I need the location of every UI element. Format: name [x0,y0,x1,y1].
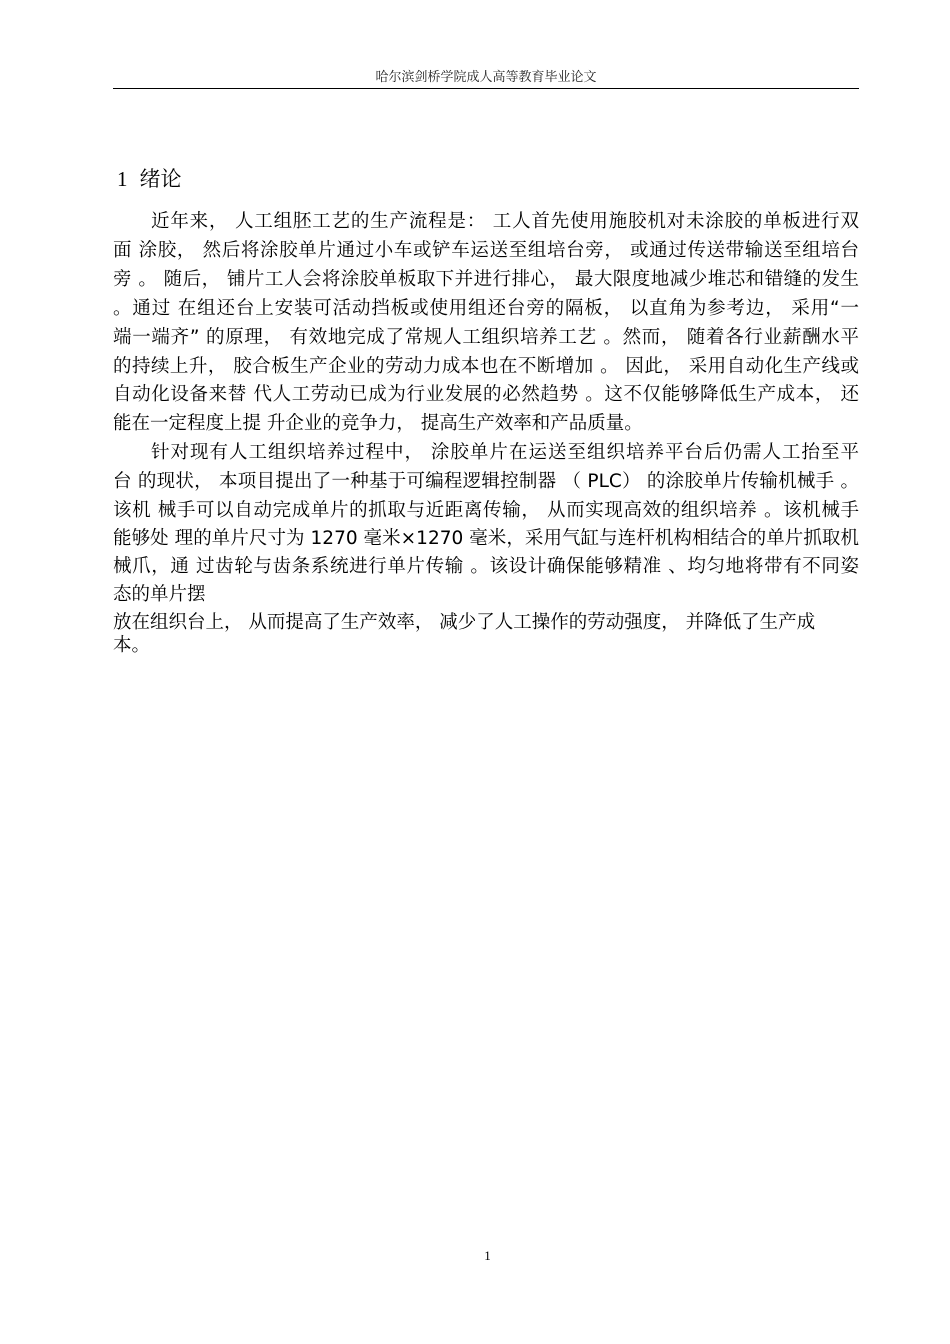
paragraph2-line: 针对现有人工组织培养过程中， 涂胶单片在运送至组织培养平台后仍需人工抬至平 [151,442,859,463]
paragraph1-line: 端一端齐” 的原理， 有效地完成了常规人工组织培养工艺 。然而， 随着各行业薪酬水平 [113,327,859,348]
paragraph2-line: 械爪，通 过齿轮与齿条系统进行单片传输 。该设计确保能够精准 、均匀地将带有不同姿 [113,556,859,577]
paragraph1-line: 面 涂胶， 然后将涂胶单片通过小车或铲车运送至组培台旁， 或通过传送带输送至组培台 [113,240,859,261]
paragraph1-line: 的持续上升， 胶合板生产企业的劳动力成本也在不断增加 。 因此， 采用自动化生产线或 [113,356,859,377]
section-number: 1 [117,167,128,191]
paragraph2-line: 能够处 理的单片尺寸为 1270 毫米×1270 毫米，采用气缸与连杆机构相结合的单片抓取机 [113,528,859,549]
paragraph2-line: 本。 [113,635,151,656]
paragraph1-line: 能在一定程度上提 升企业的竞争力， 提高生产效率和产品质量。 [113,413,643,434]
paragraph1-line: 。通过 在组还台上安装可活动挡板或使用组还台旁的隔板， 以直角为参考边， 采用“一 [113,298,859,319]
paragraph2-line: 台 的现状， 本项目提出了一种基于可编程逻辑控制器 （ PLC） 的涂胶单片传输机械手 。 [113,471,859,492]
page-number: 1 [484,1248,491,1263]
header-divider [113,88,859,89]
paragraph2-line: 放在组织台上， 从而提高了生产效率， 减少了人工操作的劳动强度， 并降低了生产成 [113,612,816,633]
paragraph1-line: 自动化设备来替 代人工劳动已成为行业发展的必然趋势 。这不仅能够降低生产成本， 还 [113,384,859,405]
paragraph2-line: 该机 械手可以自动完成单片的抓取与近距离传输， 从而实现高效的组织培养 。该机械手 [113,500,859,521]
section-title: 绪论 [139,167,182,191]
paragraph1-line: 旁 。 随后， 铺片工人会将涂胶单板取下并进行排心， 最大限度地减少堆芯和错缝的发生 [113,269,859,290]
page-header: 哈尔滨剑桥学院成人高等教育毕业论文 [375,70,597,85]
section-heading [117,163,182,193]
paragraph1-line: 近年来， 人工组胚工艺的生产流程是： 工人首先使用施胶机对未涂胶的单板进行双 [151,211,859,232]
paragraph2-line: 态的单片摆 [113,584,206,605]
